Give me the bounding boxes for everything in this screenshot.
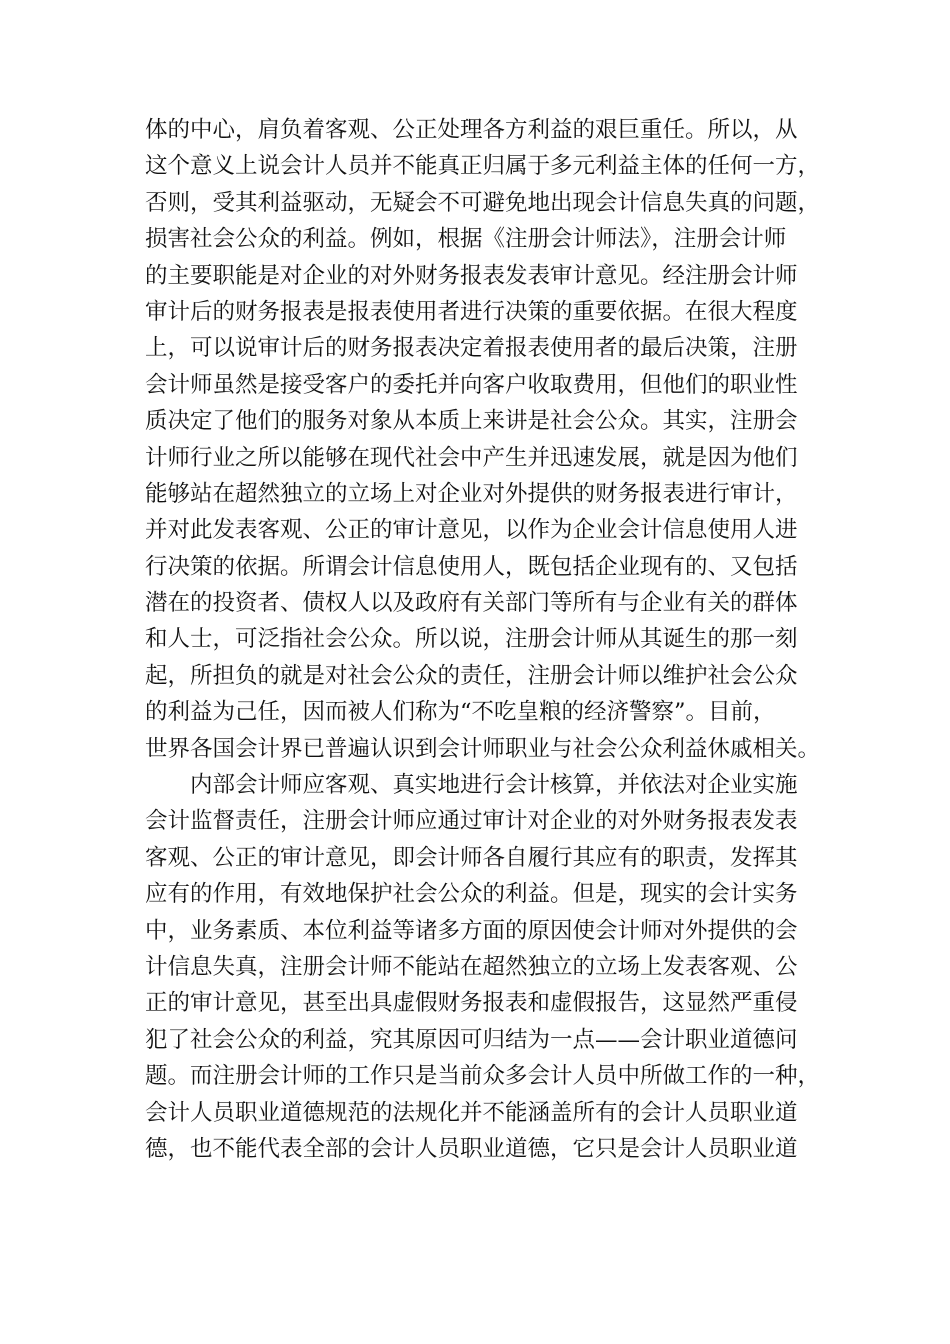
- text-line: 上，可以说审计后的财务报表决定着报表使用者的最后决策，注册: [145, 335, 798, 362]
- text-line: 这个意义上说会计人员并不能真正归属于多元利益主体的任何一方，: [145, 153, 821, 180]
- text-line: 正的审计意见，甚至出具虚假财务报表和虚假报告，这显然严重侵: [145, 990, 798, 1017]
- paragraph: [145, 767, 825, 1167]
- text-line: 德，也不能代表全部的会计人员职业道德，它只是会计人员职业道: [145, 1135, 798, 1162]
- text-line: 会计师虽然是接受客户的委托并向客户收取费用，但他们的职业性: [145, 371, 798, 398]
- text-line: 损害社会公众的利益。例如，根据《注册会计师法》，注册会计师: [145, 226, 787, 253]
- text-line: 会计人员职业道德规范的法规化并不能涵盖所有的会计人员职业道: [145, 1099, 798, 1126]
- text-line: 的主要职能是对企业的对外财务报表发表审计意见。经注册会计师: [145, 262, 798, 289]
- text-line: 计师行业之所以能够在现代社会中产生并迅速发展，就是因为他们: [145, 444, 798, 471]
- text-line: 能够站在超然独立的立场上对企业对外提供的财务报表进行审计，: [145, 480, 798, 507]
- text-line: 会计监督责任，注册会计师应通过审计对企业的对外财务报表发表: [145, 808, 798, 835]
- text-line: 世界各国会计界已普遍认识到会计师职业与社会公众利益休戚相关。: [145, 735, 821, 762]
- text-line: 应有的作用，有效地保护社会公众的利益。但是，现实的会计实务: [145, 881, 798, 908]
- body-text: [145, 112, 825, 1167]
- text-line: 内部会计师应客观、真实地进行会计核算，并依法对企业实施: [190, 772, 798, 799]
- text-line: 体的中心，肩负着客观、公正处理各方利益的艰巨重任。所以，从: [145, 117, 798, 143]
- text-line: 犯了社会公众的利益，究其原因可归结为一点——会计职业道德问: [145, 1026, 798, 1053]
- text-line: 客观、公正的审计意见，即会计师各自履行其应有的职责，发挥其: [145, 844, 798, 871]
- text-line: 并对此发表客观、公正的审计意见，以作为企业会计信息使用人进: [145, 517, 798, 544]
- text-line: 计信息失真，注册会计师不能站在超然独立的立场上发表客观、公: [145, 953, 798, 980]
- text-line: 起，所担负的就是对社会公众的责任，注册会计师以维护社会公众: [145, 662, 798, 689]
- text-line: 行决策的依据。所谓会计信息使用人，既包括企业现有的、又包括: [145, 553, 798, 580]
- text-line: 的利益为己任，因而被人们称为“不吃皇粮的经济警察”。目前，: [145, 699, 776, 726]
- text-line: 和人士，可泛指社会公众。所以说，注册会计师从其诞生的那一刻: [145, 626, 798, 653]
- text-line: 题。而注册会计师的工作只是当前众多会计人员中所做工作的一种，: [145, 1063, 821, 1090]
- paragraph: [145, 112, 825, 767]
- text-line: 审计后的财务报表是报表使用者进行决策的重要依据。在很大程度: [145, 298, 798, 325]
- text-line: 潜在的投资者、债权人以及政府有关部门等所有与企业有关的群体: [145, 590, 798, 617]
- text-line: 质决定了他们的服务对象从本质上来讲是社会公众。其实，注册会: [145, 408, 798, 435]
- text-line: 中，业务素质、本位利益等诸多方面的原因使会计师对外提供的会: [145, 917, 798, 944]
- text-line: 否则，受其利益驱动，无疑会不可避免地出现会计信息失真的问题，: [145, 189, 821, 216]
